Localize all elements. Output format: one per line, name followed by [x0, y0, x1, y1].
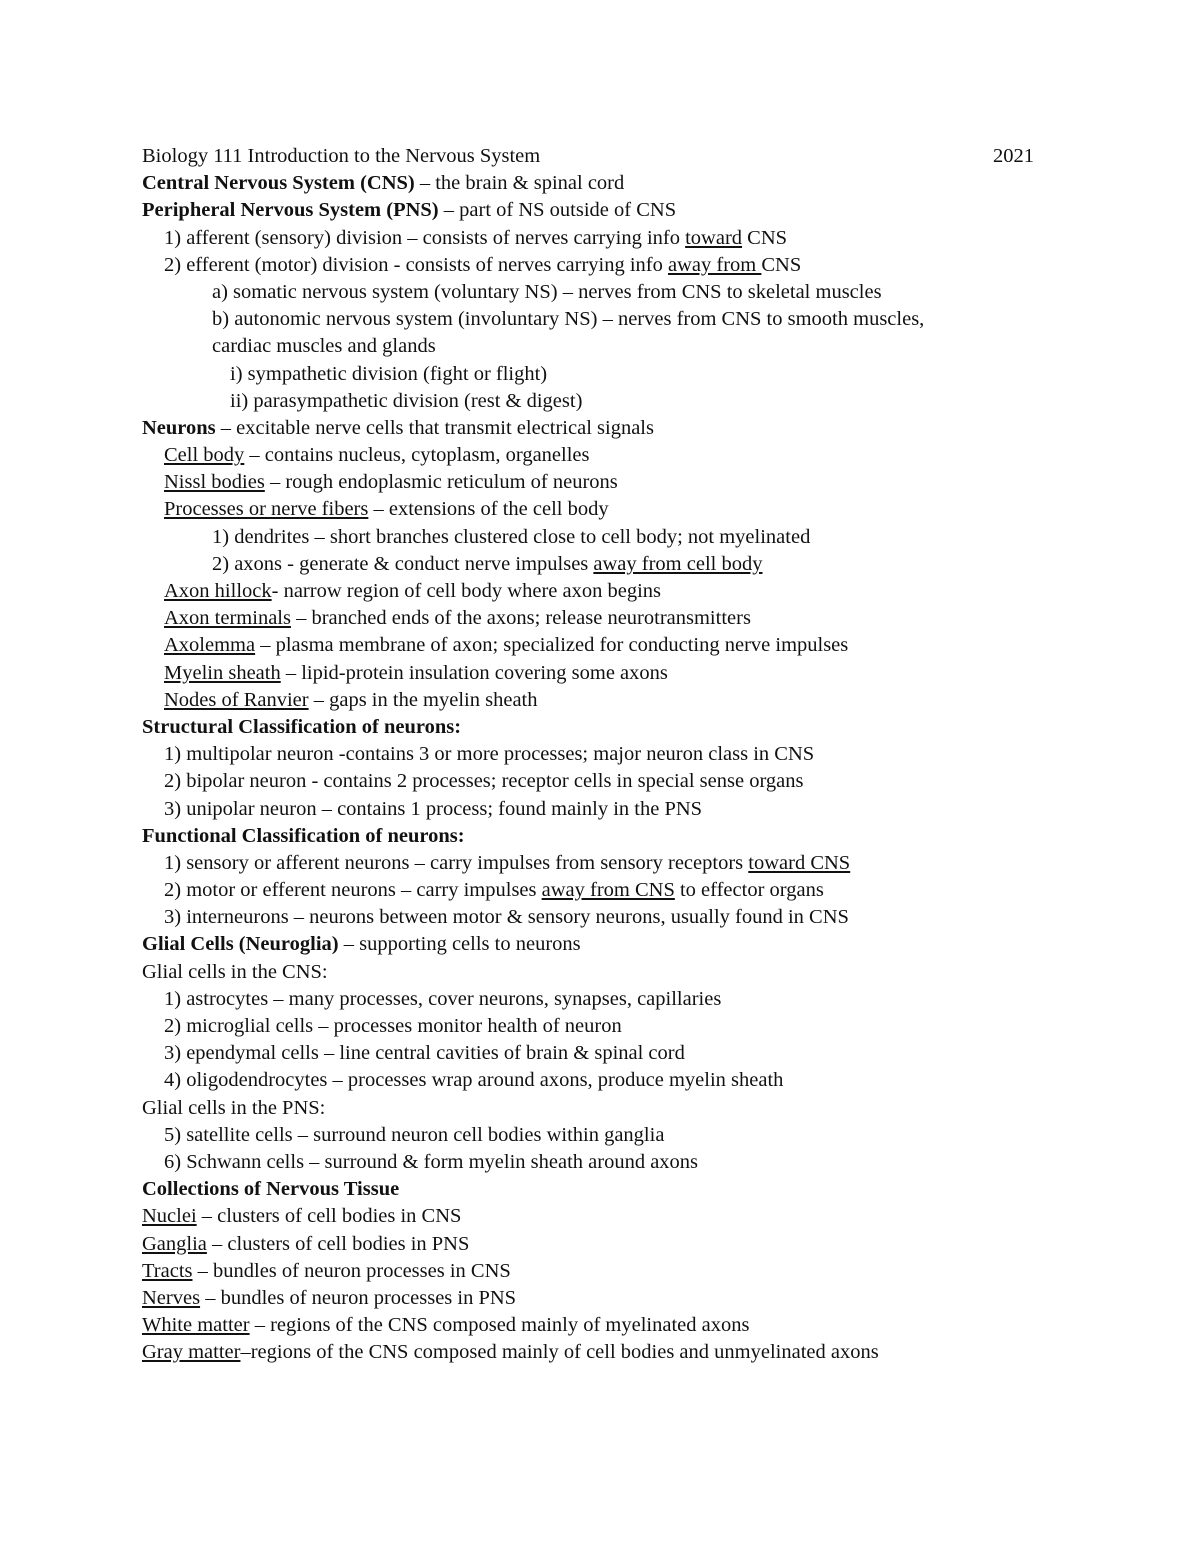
- line-text: – part of NS outside of CNS: [438, 199, 677, 222]
- text-line: [142, 823, 1042, 850]
- text-line: [142, 660, 1042, 687]
- line-text: CNS: [761, 253, 802, 276]
- bold-term: Central Nervous System (CNS): [142, 172, 415, 195]
- text-line: [142, 1231, 1042, 1258]
- text-line: [142, 1122, 1042, 1149]
- line-text: – clusters of cell bodies in CNS: [196, 1205, 462, 1228]
- line-text: Glial cells in the CNS:: [142, 960, 328, 983]
- text-line: [142, 931, 1042, 958]
- line-text: CNS: [742, 226, 788, 249]
- line-text: 2) microglial cells – processes monitor health of neuron: [164, 1015, 622, 1037]
- text-line: [142, 333, 1042, 360]
- underlined-term: Nerves: [142, 1286, 201, 1309]
- line-text: cardiac muscles and glands: [212, 335, 436, 358]
- text-line: [142, 877, 1042, 904]
- document-title: Biology 111 Introduction to the Nervous System: [142, 145, 541, 167]
- text-line: [142, 687, 1042, 714]
- line-text: – rough endoplasmic reticulum of neurons: [264, 471, 618, 494]
- line-text: – gaps in the myelin sheath: [308, 688, 538, 711]
- text-line: [142, 197, 1042, 224]
- text-line: [142, 632, 1042, 659]
- text-line: [142, 1203, 1042, 1230]
- line-text: 2) motor or efferent neurons – carry impulses: [164, 879, 542, 902]
- line-text: 1) afferent (sensory) division – consists of nerves carrying info: [164, 226, 686, 249]
- line-text: – bundles of neuron processes in PNS: [200, 1286, 517, 1309]
- underlined-term: Ganglia: [142, 1232, 207, 1255]
- line-text: Glial cells in the PNS:: [142, 1096, 326, 1119]
- line-text: 1) dendrites – short branches clustered close to cell body; not myelinated: [212, 525, 811, 548]
- text-line: [142, 796, 1042, 823]
- header-line: [142, 143, 1034, 170]
- text-line: [142, 225, 1042, 252]
- bold-term: Glial Cells (Neuroglia): [142, 933, 339, 956]
- text-line: [142, 741, 1042, 768]
- text-line: [142, 904, 1042, 931]
- line-text: a) somatic nervous system (voluntary NS) – nerves from CNS to skeletal muscles: [212, 280, 882, 303]
- line-text: 1) astrocytes – many processes, cover neurons, synapses, capillaries: [164, 987, 722, 1010]
- text-line: [142, 524, 1042, 551]
- text-line: [142, 170, 1042, 197]
- text-line: [142, 1013, 1042, 1040]
- underlined-term: Nodes of Ranvier: [164, 688, 309, 711]
- line-text: 3) ependymal cells – line central cavities of brain & spinal cord: [164, 1042, 685, 1065]
- line-text: 3) unipolar neuron – contains 1 process; found mainly in the PNS: [164, 797, 703, 820]
- line-text: – clusters of cell bodies in PNS: [206, 1232, 470, 1255]
- text-line: [142, 388, 1042, 415]
- underlined-term: Nissl bodies: [164, 471, 265, 494]
- line-text: 2) axons - generate & conduct nerve impulses: [212, 552, 594, 575]
- underlined-term: Axon hillock: [164, 580, 272, 602]
- line-text: – plasma membrane of axon; specialized for conducting nerve impulses: [255, 634, 849, 657]
- underlined-term: toward: [685, 226, 743, 249]
- underlined-term: Axolemma: [164, 634, 256, 657]
- line-text: – branched ends of the axons; release neurotransmitters: [290, 607, 751, 630]
- text-line: [142, 442, 1042, 469]
- text-line: [142, 279, 1042, 306]
- text-line: [142, 306, 1042, 333]
- underlined-term: Gray matter: [142, 1341, 241, 1364]
- line-text: 2) bipolar neuron - contains 2 processes; receptor cells in special sense organs: [164, 770, 804, 793]
- bold-term: Neurons: [142, 416, 216, 439]
- underlined-term: Cell body: [164, 444, 245, 467]
- text-line: [142, 768, 1042, 795]
- text-line: [142, 415, 1042, 442]
- text-line: [142, 1339, 1042, 1366]
- text-line: [142, 496, 1042, 523]
- underlined-term: toward CNS: [748, 851, 851, 874]
- text-line: [142, 361, 1042, 388]
- bold-term: Collections of Nervous Tissue: [142, 1178, 400, 1201]
- text-line: [142, 1176, 1042, 1203]
- line-text: to effector organs: [674, 879, 824, 902]
- underlined-term: away from CNS: [541, 879, 675, 902]
- underlined-term: Axon terminals: [164, 607, 291, 630]
- line-text: 5) satellite cells – surround neuron cell bodies within ganglia: [164, 1123, 665, 1146]
- line-text: – bundles of neuron processes in CNS: [192, 1259, 511, 1282]
- text-line: [142, 986, 1042, 1013]
- line-text: ii) parasympathetic division (rest & digest): [230, 389, 583, 412]
- line-text: - narrow region of cell body where axon begins: [271, 580, 661, 602]
- line-text: 1) sensory or afferent neurons – carry impulses from sensory receptors: [164, 851, 749, 874]
- underlined-term: White matter: [142, 1314, 250, 1337]
- underlined-term: away from cell body: [593, 552, 763, 575]
- text-line: [142, 1095, 1042, 1122]
- bold-term: Structural Classification of neurons:: [142, 715, 462, 738]
- text-line: [142, 605, 1042, 632]
- line-text: 3) interneurons – neurons between motor & sensory neurons, usually found in CNS: [164, 906, 849, 929]
- text-line: [142, 1149, 1042, 1176]
- text-line: [142, 551, 1042, 578]
- text-line: [142, 1258, 1042, 1285]
- underlined-term: Nuclei: [142, 1205, 197, 1228]
- line-text: b) autonomic nervous system (involuntary NS) – nerves from CNS to smooth muscles,: [212, 308, 925, 331]
- text-line: [142, 959, 1042, 986]
- text-line: [142, 1285, 1042, 1312]
- bold-term: Peripheral Nervous System (PNS): [142, 199, 439, 222]
- text-line: [142, 578, 1042, 605]
- text-line: [142, 850, 1042, 877]
- document-page: [142, 143, 1042, 1366]
- underlined-term: away from: [668, 253, 762, 276]
- line-text: 1) multipolar neuron -contains 3 or more processes; major neuron class in CNS: [164, 743, 815, 766]
- line-text: i) sympathetic division (fight or flight): [230, 362, 548, 385]
- line-text: – the brain & spinal cord: [414, 172, 625, 195]
- text-line: [142, 1312, 1042, 1339]
- underlined-term: Myelin sheath: [164, 661, 281, 684]
- text-line: [142, 1040, 1042, 1067]
- document-year: 2021: [993, 145, 1034, 167]
- line-text: – extensions of the cell body: [368, 498, 609, 521]
- line-text: –regions of the CNS composed mainly of cell bodies and unmyelinated axons: [240, 1341, 879, 1364]
- text-line: [142, 252, 1042, 279]
- line-text: 2) efferent (motor) division - consists of nerves carrying info: [164, 253, 669, 276]
- text-line: [142, 1067, 1042, 1094]
- underlined-term: Processes or nerve fibers: [164, 498, 369, 521]
- document-body: [142, 170, 1042, 1366]
- line-text: – regions of the CNS composed mainly of myelinated axons: [249, 1314, 750, 1337]
- text-line: [142, 469, 1042, 496]
- line-text: – lipid-protein insulation covering some axons: [280, 661, 668, 684]
- text-line: [142, 714, 1042, 741]
- line-text: 4) oligodendrocytes – processes wrap around axons, produce myelin sheath: [164, 1069, 784, 1092]
- bold-term: Functional Classification of neurons:: [142, 824, 465, 847]
- line-text: – contains nucleus, cytoplasm, organelles: [244, 444, 590, 467]
- line-text: – supporting cells to neurons: [338, 933, 581, 956]
- line-text: – excitable nerve cells that transmit electrical signals: [215, 416, 654, 439]
- line-text: 6) Schwann cells – surround & form myelin sheath around axons: [164, 1150, 699, 1173]
- underlined-term: Tracts: [142, 1259, 193, 1282]
